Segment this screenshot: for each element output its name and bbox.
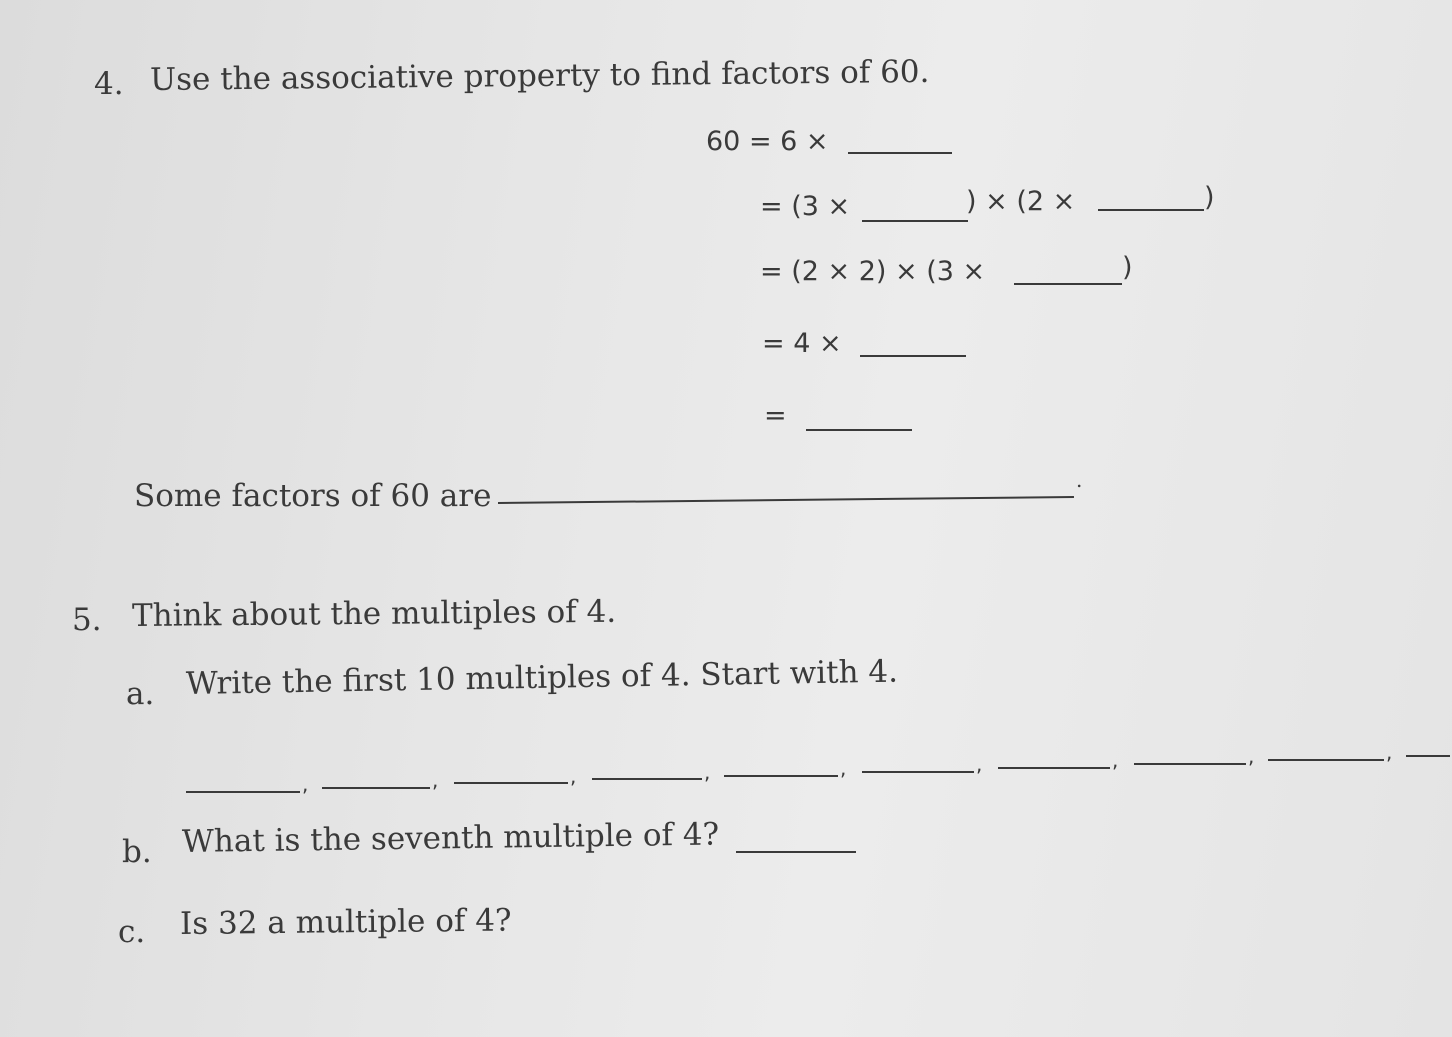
multiple-comma: , (432, 768, 439, 792)
blank-line-2a[interactable] (862, 220, 968, 222)
multiple-blank-4[interactable] (592, 778, 702, 780)
equation-line-2-close: ) (1204, 182, 1215, 213)
equation-line-4: = 4 × (762, 328, 842, 359)
q4-prompt: Use the associative property to find factors of 60. (149, 53, 930, 98)
q5c-letter: c. (118, 914, 146, 950)
equation-line-2-part-2: ) × (2 × (966, 186, 1076, 217)
q5b-letter: b. (122, 834, 152, 870)
blank-line-4[interactable] (860, 355, 966, 357)
multiple-blank-1[interactable] (186, 791, 300, 793)
equation-line-1: 60 = 6 × (706, 126, 829, 157)
multiple-blank-6[interactable] (862, 771, 974, 773)
q5a-prompt: Write the first 10 multiples of 4. Start with 4. (185, 653, 899, 702)
multiple-comma: , (1112, 748, 1119, 772)
multiple-blank-10[interactable] (1406, 755, 1450, 757)
q5a-letter: a. (126, 676, 155, 712)
multiple-blank-8[interactable] (1134, 763, 1246, 765)
multiple-blank-2[interactable] (322, 787, 430, 789)
blank-line-5[interactable] (806, 429, 912, 431)
multiple-comma: , (840, 756, 847, 780)
equation-line-3-close: ) (1122, 252, 1133, 283)
q5c-prompt: Is 32 a multiple of 4? (179, 902, 512, 942)
q5-number: 5. (72, 602, 102, 638)
factors-label: Some factors of 60 are (134, 478, 492, 514)
multiple-comma: , (570, 764, 577, 788)
blank-line-3[interactable] (1014, 283, 1122, 285)
q5-prompt: Think about the multiples of 4. (131, 593, 617, 634)
factors-answer-line[interactable] (498, 496, 1074, 504)
factors-period: . (1076, 468, 1083, 492)
multiple-comma: , (302, 772, 309, 796)
multiple-blank-7[interactable] (998, 767, 1110, 769)
q4-number: 4. (94, 66, 124, 102)
multiple-comma: , (1386, 740, 1393, 764)
blank-line-1[interactable] (848, 152, 952, 154)
multiple-blank-5[interactable] (724, 775, 838, 777)
seventh-multiple-answer-line[interactable] (736, 851, 856, 853)
multiple-comma: , (976, 752, 983, 776)
blank-line-2b[interactable] (1098, 209, 1204, 211)
equation-line-3: = (2 × 2) × (3 × (760, 256, 986, 287)
multiple-comma: , (1248, 744, 1255, 768)
multiple-blank-3[interactable] (454, 782, 568, 784)
q5b-prompt: What is the seventh multiple of 4? (181, 816, 720, 860)
multiple-blank-9[interactable] (1268, 759, 1384, 761)
equation-line-5: = (764, 400, 787, 431)
equation-line-2-part-1: = (3 × (760, 191, 851, 222)
multiple-comma: , (704, 760, 711, 784)
